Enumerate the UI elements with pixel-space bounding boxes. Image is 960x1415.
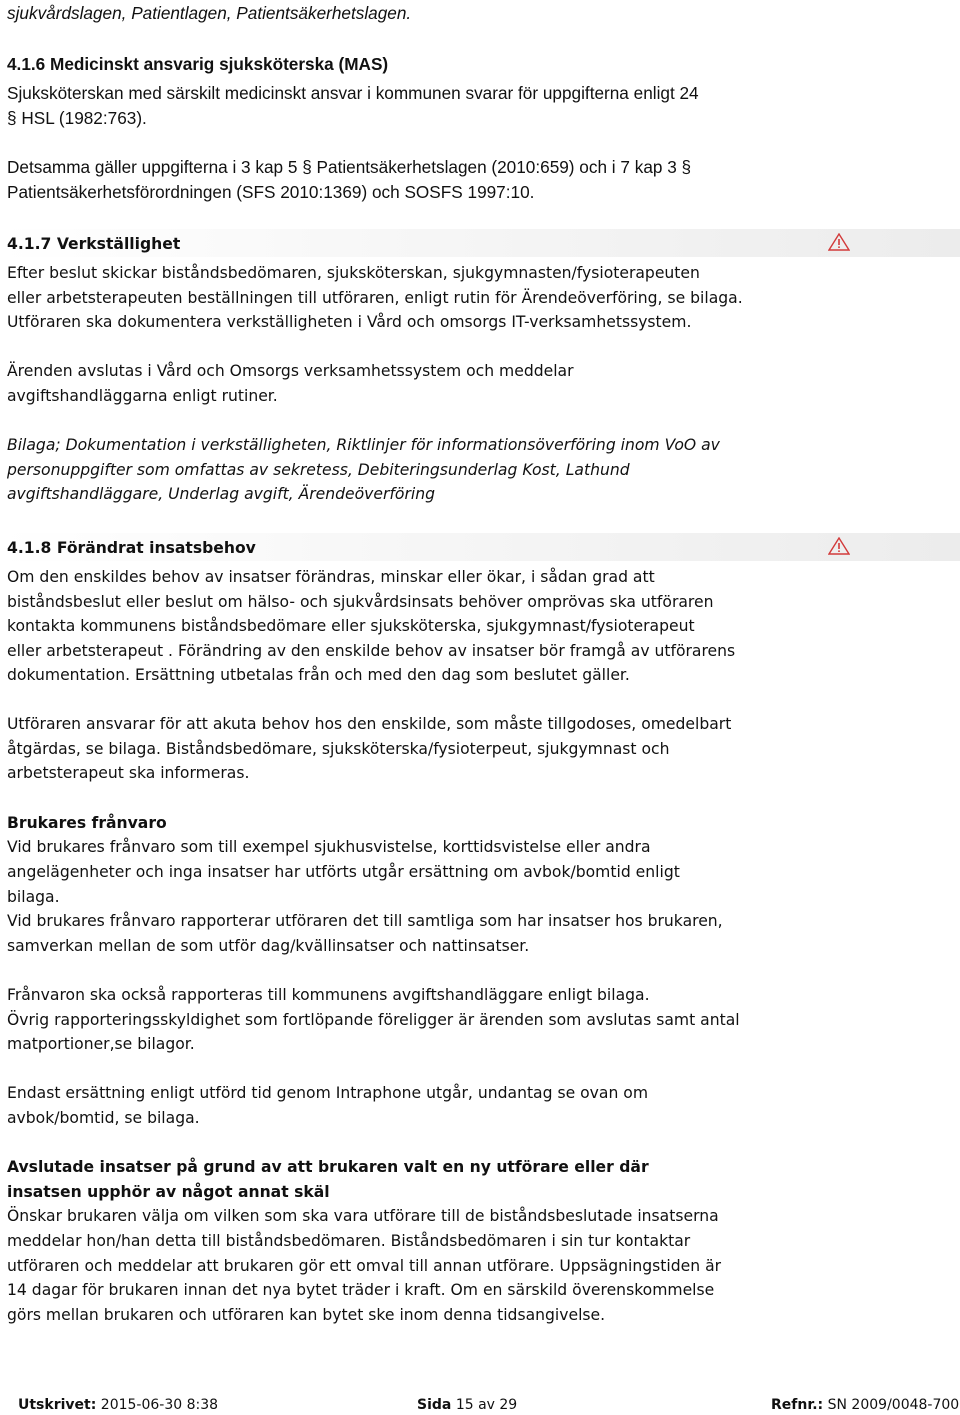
section-417-line: avgiftshandläggarna enligt rutiner. (7, 387, 278, 405)
section-418-line: biståndsbeslut eller beslut om hälso- och sjukvårdsinsats behöver omprövas ska utföraren (7, 593, 714, 611)
section-418-heading: 4.1.8 Förändrat insatsbehov (7, 539, 256, 557)
section-416-line: Patientsäkerhetsförordningen (SFS 2010:1369) och SOSFS 1997:10. (7, 182, 535, 202)
section-417-heading: 4.1.7 Verkställighet (7, 235, 181, 253)
franvaro-line: Vid brukares frånvaro som till exempel sjukhusvistelse, korttidsvistelse eller andra (7, 838, 651, 856)
section-418-line: arbetsterapeut ska informeras. (7, 764, 250, 782)
franvaro-line: Övrig rapporteringsskyldighet som fortlöpande föreligger är ärenden som avslutas samt antal (7, 1011, 740, 1029)
footer-printed (18, 1397, 218, 1413)
franvaro-line: Vid brukares frånvaro rapporterar utföraren det till samtliga som har insatser hos brukaren, (7, 912, 723, 930)
avslutade-line: utföraren och meddelar att brukaren gör ett omval till annan utförare. Uppsägningstiden är (7, 1257, 722, 1275)
footer-page-label: Sida (417, 1397, 452, 1413)
warning-triangle-icon (828, 233, 850, 251)
footer-page-value: 15 av 29 (455, 1397, 518, 1413)
section-416-line: Sjuksköterskan med särskilt medicinskt ansvar i kommunen svarar för uppgifterna enligt 24 (7, 83, 699, 103)
warning-triangle-icon (828, 537, 850, 555)
franvaro-line: Endast ersättning enligt utförd tid genom Intraphone utgår, undantag se ovan om (7, 1084, 649, 1102)
franvaro-line: angelägenheter och inga insatser har utförts utgår ersättning om avbok/bomtid enligt (7, 863, 680, 881)
section-416-heading: 4.1.6 Medicinskt ansvarig sjuksköterska (MAS) (7, 54, 389, 74)
footer-ref (771, 1397, 959, 1413)
footer-printed-value: 2015-06-30 8:38 (100, 1397, 219, 1413)
section-417-line: Efter beslut skickar biståndsbedömaren, sjuksköterskan, sjukgymnasten/fysioterapeuten (7, 264, 700, 282)
franvaro-line: bilaga. (7, 888, 60, 906)
footer-ref-value: SN 2009/0048-700 (827, 1397, 960, 1413)
franvaro-line: samverkan mellan de som utför dag/kvällinsatser och nattinsatser. (7, 937, 530, 955)
section-418-line: kontakta kommunens biståndsbedömare eller sjuksköterska, sjukgymnast/fysioterapeut (7, 617, 695, 635)
section-417-line: eller arbetsterapeuten beställningen till utföraren, enligt rutin för Ärendeöverföring, se bilaga. (7, 289, 743, 307)
section-418-line: Om den enskildes behov av insatser förändras, minskar eller ökar, i sådan grad att (7, 568, 655, 586)
section-417-line: Utföraren ska dokumentera verkställigheten i Vård och omsorgs IT-verksamhetssystem. (7, 313, 692, 331)
section-418-line: eller arbetsterapeut . Förändring av den enskilde behov av insatser bör framgå av utförarens (7, 642, 736, 660)
section-417-bilaga-line: avgiftshandläggare, Underlag avgift, Ärendeöverföring (7, 485, 435, 503)
franvaro-line: matportioner,se bilagor. (7, 1035, 195, 1053)
franvaro-heading: Brukares frånvaro (7, 814, 167, 832)
section-417-line: Ärenden avslutas i Vård och Omsorgs verksamhetssystem och meddelar (7, 362, 574, 380)
footer-printed-label: Utskrivet: (18, 1397, 97, 1413)
avslutade-line: Önskar brukaren välja om vilken som ska vara utförare till de biståndsbeslutade insatserna (7, 1207, 719, 1225)
avslutade-line: görs mellan brukaren och utföraren kan bytet ske inom denna tidsangivelse. (7, 1306, 606, 1324)
intro-line: sjukvårdslagen, Patientlagen, Patientsäkerhetslagen. (7, 3, 412, 23)
section-417-bilaga-line: personuppgifter som omfattas av sekretess, Debiteringsunderlag Kost, Lathund (7, 461, 630, 479)
franvaro-line: avbok/bomtid, se bilaga. (7, 1109, 200, 1127)
avslutade-line: meddelar hon/han detta till biståndsbedömaren. Biståndsbedömaren i sin tur kontaktar (7, 1232, 691, 1250)
section-416-line: § HSL (1982:763). (7, 108, 147, 128)
avslutade-heading: Avslutade insatser på grund av att brukaren valt en ny utförare eller där (7, 1158, 649, 1176)
section-418-line: åtgärdas, se bilaga. Biståndsbedömare, sjuksköterska/fysioterpeut, sjukgymnast och (7, 740, 670, 758)
section-416-line: Detsamma gäller uppgifterna i 3 kap 5 § Patientsäkerhetslagen (2010:659) och i 7 kap 3 § (7, 157, 692, 177)
section-418-line: Utföraren ansvarar för att akuta behov hos den enskilde, som måste tillgodoses, omedelbart (7, 715, 732, 733)
avslutade-line: 14 dagar för brukaren innan det nya bytet träder i kraft. Om en särskild överenskommelse (7, 1281, 715, 1299)
franvaro-line: Frånvaron ska också rapporteras till kommunens avgiftshandläggare enligt bilaga. (7, 986, 650, 1004)
footer-page (417, 1397, 517, 1413)
avslutade-heading: insatsen upphör av något annat skäl (7, 1183, 330, 1201)
section-418-line: dokumentation. Ersättning utbetalas från och med den dag som beslutet gäller. (7, 666, 630, 684)
section-417-bilaga-line: Bilaga; Dokumentation i verkställigheten, Riktlinjer för informationsöverföring inom VoO av (7, 436, 720, 454)
footer-ref-label: Refnr.: (771, 1397, 824, 1413)
